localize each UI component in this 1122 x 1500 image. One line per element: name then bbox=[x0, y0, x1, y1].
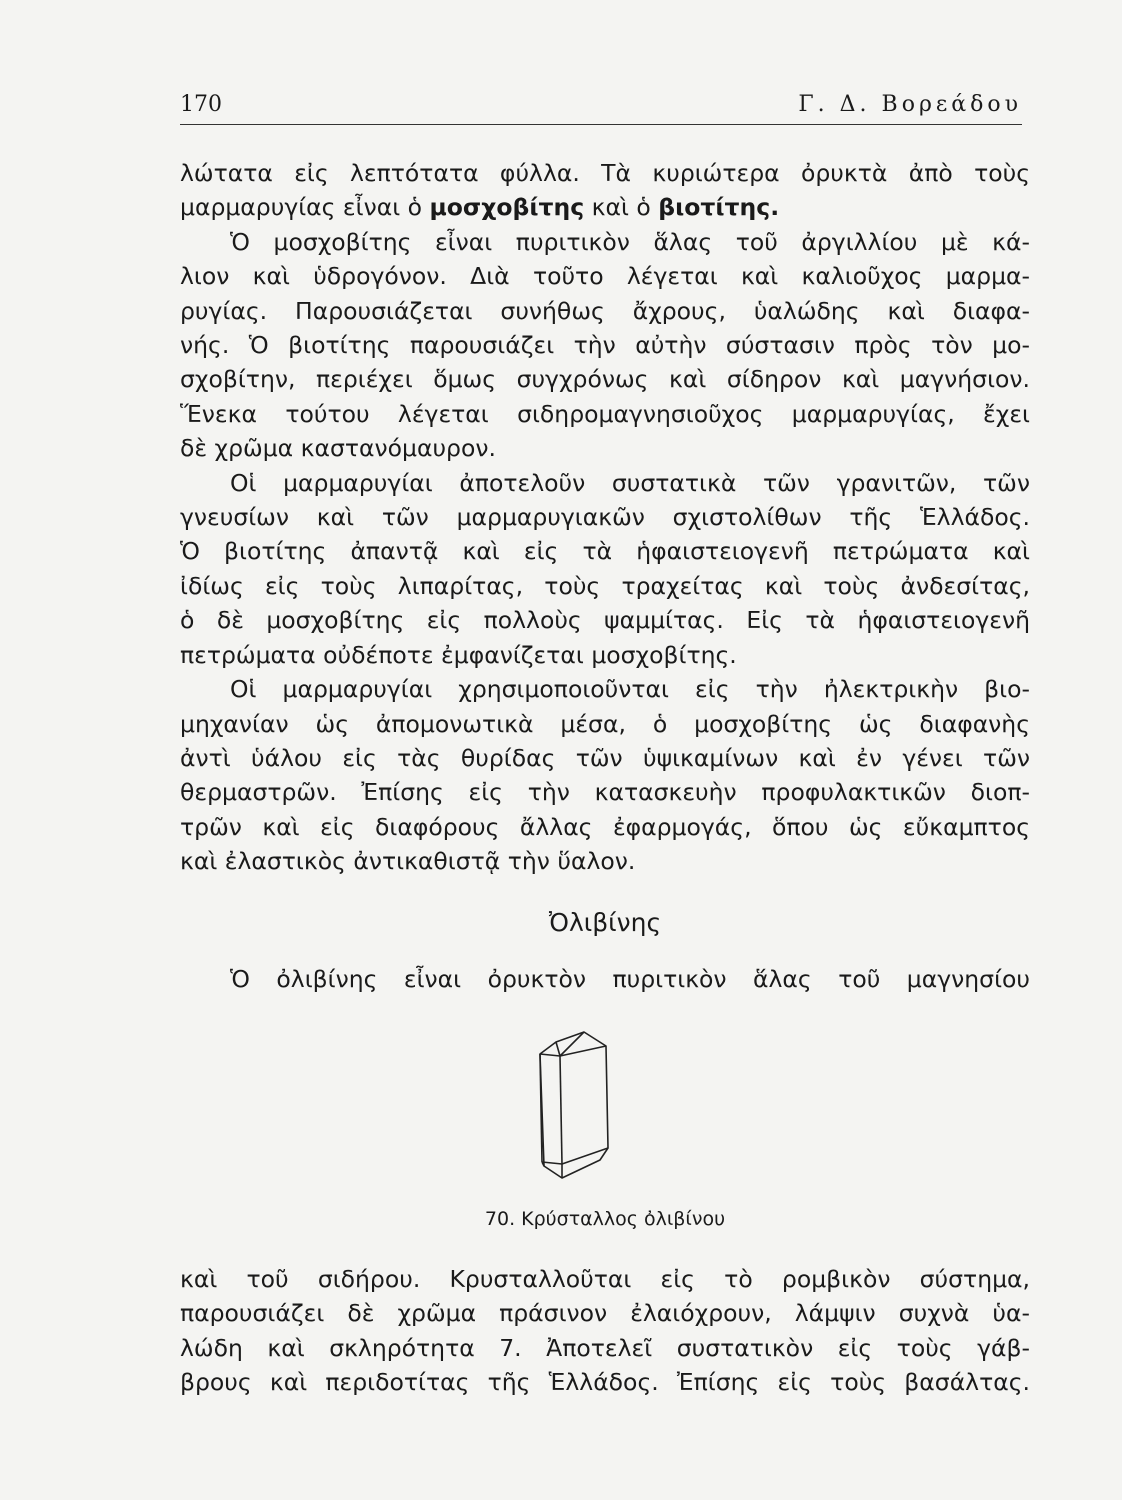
text-line: λώδη καὶ σκληρότητα 7. Ἀποτελεῖ συστατικὸν εἰς τοὺς γάβ- bbox=[180, 1333, 1030, 1362]
text-line: Ἕνεκα τούτου λέγεται σιδηρομαγνησιοῦχος μαρμαρυγίας, ἔχει bbox=[180, 399, 1030, 428]
text-line: βρους καὶ περιδοτίτας τῆς Ἑλλάδος. Ἐπίσης εἰς τοὺς βασάλτας. bbox=[180, 1368, 1030, 1397]
olivine-intro-block bbox=[180, 962, 1030, 996]
section-heading-olivine: Ὀλιβίνης bbox=[548, 908, 662, 937]
text-line: παρουσιάζει δὲ χρῶμα πράσινον ἐλαιόχρουν, λάμψιν συχνὰ ὑα- bbox=[180, 1299, 1030, 1328]
text-line: νής. Ὁ βιοτίτης παρουσιάζει τὴν αὐτὴν σύστασιν πρὸς τὸν μο- bbox=[180, 331, 1030, 360]
text-line: τρῶν καὶ εἰς διαφόρους ἄλλας ἐφαρμογάς, ὅπου ὡς εὔκαμπτος bbox=[180, 812, 1030, 841]
text-line: λιον καὶ ὑδρογόνον. Διὰ τοῦτο λέγεται καὶ καλιοῦχος μαρμα- bbox=[180, 262, 1030, 291]
text-line bbox=[180, 190, 1030, 224]
figure-caption: 70. Κρύσταλλος ὀλιβίνου bbox=[484, 1208, 726, 1230]
olivine-crystal-svg bbox=[530, 1028, 630, 1198]
text-line: ρυγίας. Παρουσιάζεται συνήθως ἄχρους, ὑαλώδης καὶ διαφα- bbox=[180, 296, 1030, 325]
paragraph-mica-intro bbox=[180, 156, 1030, 225]
olivine-description-block bbox=[180, 1262, 1030, 1400]
page-number: 170 bbox=[180, 92, 222, 117]
crystal-drawing-icon bbox=[530, 1028, 630, 1198]
text-line: θερμαστρῶν. Ἐπίσης εἰς τὴν κατασκευὴν προφυλακτικῶν διοπ- bbox=[180, 778, 1030, 807]
text-line: μηχανίαν ὡς ἀπομονωτικὰ μέσα, ὁ μοσχοβίτης ὡς διαφανὴς bbox=[180, 709, 1030, 738]
text-line: Οἱ μαρμαρυγίαι ἀποτελοῦν συστατικὰ τῶν γρανιτῶν, τῶν bbox=[230, 468, 1030, 497]
text-line: δὲ χρῶμα καστανόμαυρον. bbox=[180, 434, 496, 463]
text-line: Οἱ μαρμαρυγίαι χρησιμοποιοῦνται εἰς τὴν ἠλεκτρικὴν βιο- bbox=[230, 675, 1030, 704]
term-biotite: βιοτίτης. bbox=[658, 193, 780, 222]
paragraph-muscovite bbox=[180, 225, 1030, 466]
running-head: Γ. Δ. Βορεάδου bbox=[798, 92, 1022, 117]
text-fragment: μαρμαρυγίας εἶναι ὁ bbox=[180, 193, 430, 222]
text-line: Ὁ μοσχοβίτης εἶναι πυριτικὸν ἅλας τοῦ ἀργιλλίου μὲ κά- bbox=[230, 227, 1030, 256]
text-line: καὶ τοῦ σιδήρου. Κρυσταλλοῦται εἰς τὸ ρομβικὸν σύστημα, bbox=[180, 1265, 1030, 1293]
paragraph-uses bbox=[180, 672, 1030, 878]
text-line: γνευσίων καὶ τῶν μαρμαρυγιακῶν σχιστολίθων τῆς Ἑλλάδος. bbox=[180, 503, 1030, 532]
main-text-block bbox=[180, 156, 1030, 879]
text-line: ὁ δὲ μοσχοβίτης εἰς πολλοὺς ψαμμίτας. Εἰς τὰ ἡφαιστειογενῆ bbox=[180, 606, 1030, 635]
paragraph-occurrence bbox=[180, 466, 1030, 672]
text-fragment: καὶ ὁ bbox=[584, 193, 659, 222]
term-muscovite: μοσχοβίτης bbox=[429, 193, 585, 222]
page-header bbox=[180, 88, 1022, 125]
text-line: σχοβίτην, περιέχει ὅμως συγχρόνως καὶ σίδηρον καὶ μαγνήσιον. bbox=[180, 365, 1030, 394]
text-line: ἰδίως εἰς τοὺς λιπαρίτας, τοὺς τραχείτας καὶ τοὺς ἀνδεσίτας, bbox=[180, 571, 1030, 600]
text-line: Ὁ βιοτίτης ἀπαντᾷ καὶ εἰς τὰ ἡφαιστειογενῆ πετρώματα καὶ bbox=[180, 537, 1030, 566]
text-line: λώτατα εἰς λεπτότατα φύλλα. Τὰ κυριώτερα ὀρυκτὰ ἀπὸ τοὺς bbox=[180, 159, 1030, 187]
text-line: Ὁ ὀλιβίνης εἶναι ὀρυκτὸν πυριτικὸν ἅλας τοῦ μαγνησίου bbox=[230, 965, 1030, 993]
text-line: πετρώματα οὐδέποτε ἐμφανίζεται μοσχοβίτης. bbox=[180, 640, 737, 669]
text-line: ἀντὶ ὑάλου εἰς τὰς θυρίδας τῶν ὑψικαμίνων καὶ ἐν γένει τῶν bbox=[180, 743, 1030, 772]
text-line: καὶ ἐλαστικὸς ἀντικαθιστᾷ τὴν ὕαλον. bbox=[180, 847, 636, 876]
